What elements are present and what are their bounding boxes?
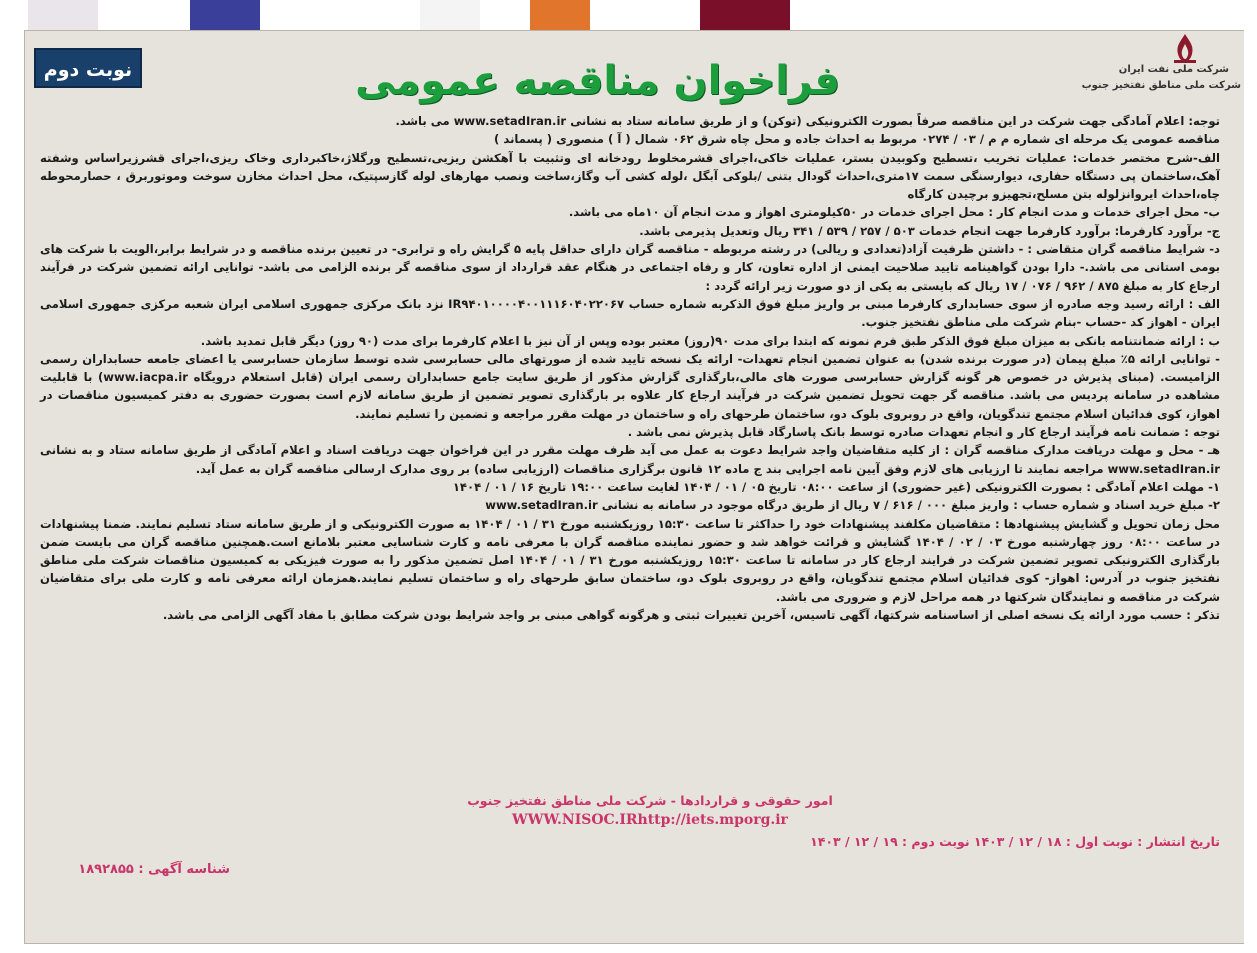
paragraph-tender-number: مناقصه عمومی یک مرحله ای شماره م م / ۰۳ / ۰۲۷۴ مربوط به احداث جاده و محل چاه شرق ۰۶۲ شمال ( آ ) منصوری ( پسماند ) — [494, 132, 1220, 147]
top-color-band — [0, 0, 1257, 32]
page-title: فراخوان مناقصه عمومی — [355, 58, 840, 104]
paragraph-submission: محل زمان تحویل و گشایش پیشنهادها : متقاضیان مکلفند پیشنهادات خود را حداکثر تا ساعت ۱۵:۳۰ روزیکشنبه مورخ ۳۱ / ۰۱ / ۱۴۰۴ به صورت الکترونیکی و از طریق سامانه ستاد تسلیم نمایند. ضمنا پیشنهادات در ساعت ۰۸:۰۰ روز چهارشنبه مورخ ۰۳ / ۰۲ / ۱۴۰۴ گشایش و قرائت خواهد شد و حضور نماینده مناقصه گران با معرفی نامه و کارت شناسایی معتبر بلامانع است.همچنین مناقصه گران می بایست ضمن بارگذاری الکترونیکی تصویر تضمین شرکت در فرایند ارجاع کار در سامانه تا ساعت ۱۵:۳۰ روزیکشنبه مورخ ۳۱ / ۰۱ / ۱۴۰۴ اصل تضمین مذکور را به صورت فیزیکی به کمیسیون مناقصات شرکت ملی مناطق نفتخیز جنوب در آدرس: اهواز- کوی فدائیان اسلام مجتمع تندگویان، واقع در روبروی بلوک دو، ساختمان سابق طرحهای راه و ساختمان تسلیم نمایند.همزمان ارائه معرفی نامه و کارت ملی برای متقاضیان شرکت در مناقصه و نمایندگان شرکتها در همه مراحل لازم و ضروری می باشد. — [40, 516, 1221, 604]
nioc-flame-logo-icon — [1168, 32, 1202, 64]
color-swatch-1 — [28, 0, 98, 30]
round-badge: نوبت دوم — [34, 48, 142, 88]
color-swatch-2 — [190, 0, 260, 30]
paragraph-notice: توجه: اعلام آمادگی جهت شرکت در این مناقصه صرفاً بصورت الکترونیکی (توکن) و از طریق سامانه ستاد به نشانی www.setadIran.ir می باشد. — [395, 114, 1220, 128]
paragraph-performance-bond: - توانایی ارائه ۵٪ مبلغ پیمان (در صورت برنده شدن) به عنوان تضمین انجام تعهدات- ارائه یک نسخه تایید شده از صورتهای مالی حسابرسی شده توسط سازمان حسابرسی یا اعضای جامعه حسابداران رسمی الزامیست. (مبنای پذیرش در خصوص هر گونه گزارش حسابرسی صورت های مالی،بارگذاری گزارش مذکور از طریق سایت جامع حسابداران رسمی ایران (قابل استعلام درویگاه www.iacpa.ir) با قابلیت مشاهده در سامانه پردیس می باشد. مناقصه گر جهت تحویل تضمین شرکت در فرآیند ارجاع کار علاوه بر بارگذاری تصویر تضمین از طریق سامانه لازم است بصورت حضوری به دفتر کمیسیون مناقصات در اهواز، کوی فدائیان اسلام مجتمع تندگویان، واقع در روبروی بلوک دو، ساختمان طرحهای راه و ساختمان در مهلت مقرر مراجعه و تضمین را تسلیم نمایند. — [40, 351, 1220, 421]
paragraph-documents: هـ - محل و مهلت دریافت مدارک مناقصه گران : از کلیه متقاضیان واجد شرایط دعوت به عمل می آید ظرف مهلت مقرر در این فراخوان جهت دریافت اسناد و اعلام آمادگی از طریق سامانه ستاد و به نشانی www.setadIran.ir مراجعه نمایند تا ارزیابی های لازم وفق آیین نامه اجرایی بند ج ماده ۱۲ قانون برگزاری مناقصات (ارزیابی ساده) بر روی مدارک ارسالی مناقصه گران به عمل آید. — [40, 443, 1220, 476]
paragraph-service-description: الف-شرح مختصر خدمات: عملیات تخریب ،تسطیح وکوبیدن بستر، عملیات خاکی،اجرای قشرمخلوط رودخانه ای وتثبیت با آهکشن ریزیی،تسطیح ورگلاژ،خاکبرداری وخاک ریزی،اجرای قشرزیراساس وشفته آهک،ساختمان پی دستگاه حفاری، دیوارسنگی سمت ۱۷متری،احداث گودال بتنی /بلوکی آبگل ،لوله کشی آب وگاز،ساخت ونصب مهارهای لوله گازسپتیک، محل احداث مخازن سوخت وموتوربرق ، حصارمحوطه چاه،احداث ایروانزلوله بتن مسلح،تجهیزو برچیدن کارگاه — [40, 150, 1220, 202]
paragraph-document-fee: ۲- مبلغ خرید اسناد و شماره حساب : واریز مبلغ ۰۰۰ / ۶۱۶ / ۷ ریال از طریق درگاه موجود در سامانه به نشانی www.setadIran.ir — [485, 498, 1220, 513]
publication-dates: تاریخ انتشار : نوبت اول : ۱۸ / ۱۲ / ۱۴۰۳ نوبت دوم : ۱۹ / ۱۲ / ۱۴۰۳ — [810, 834, 1220, 849]
paragraph-estimate: ج- برآورد کارفرما: برآورد کارفرما جهت انجام خدمات ۵۰۳ / ۲۵۷ / ۵۳۹ / ۳۴۱ ریال وتعدیل پذیرمی باشد. — [639, 223, 1220, 238]
paragraph-reminder: تذکر : حسب مورد ارائه یک نسخه اصلی از اساسنامه شرکتها، آگهی تاسیس، آخرین تغییرات ثبتی و هرگونه گواهی مبنی بر واجد شرایط بودن شرکت مطابق با مفاد آگهی الزامی می باشد. — [162, 608, 1220, 623]
right-margin — [1244, 30, 1257, 953]
paragraph-deposit: الف : ارائه رسید وجه صادره از سوی حسابداری کارفرما مبنی بر واریز مبلغ فوق الذکربه شماره حساب IR۹۴۰۱۰۰۰۰۴۰۰۱۱۱۶۰۴۰۲۲۰۶۷ نزد بانک مرکزی جمهوری اسلامی ایران شعبه مرکزی جمهوری اسلامی ایران - اهواز کد -حساب -بنام شرکت ملی مناطق نفتخیز جنوب. — [40, 296, 1220, 330]
ad-identifier: شناسه آگهی : ۱۸۹۲۸۵۵ — [78, 862, 230, 877]
company-name-line2: شرکت ملی مناطق نفتخیز جنوب — [1081, 80, 1241, 91]
color-swatch-5 — [700, 0, 790, 30]
paragraph-deadline: ۱- مهلت اعلام آمادگی : بصورت الکترونیکی (غیر حضوری) از ساعت ۰۸:۰۰ تاریخ ۰۵ / ۰۱ / ۱۴۰۴ لغایت ساعت ۱۹:۰۰ تاریخ ۱۶ / ۰۱ / ۱۴۰۴ — [452, 479, 1220, 494]
company-name-line1: شرکت ملی نفت ایران — [1118, 64, 1229, 75]
paragraph-guarantee-note: توجه : ضمانت نامه فرآیند ارجاع کار و انجام تعهدات صادره توسط بانک پاسارگاد قابل پذیرش نمی باشد . — [627, 425, 1220, 440]
paragraph-bank-guarantee: ب : ارائه ضمانتنامه بانکی به میزان مبلغ فوق الذکر طبق فرم نمونه که ابتدا برای مدت ۹۰(روز) معتبر بوده وپس از آن نیز با اعلام کارفرما برای مدت (۹۰ روز) دیگر قابل تمدید باشد. — [200, 333, 1220, 348]
left-margin — [0, 30, 24, 953]
paragraph-conditions: د- شرایط مناقصه گران متقاضی : - داشتن ظرفیت آزاد(تعدادی و ریالی) در رشته مربوطه - مناقصه گران دارای حداقل پایه ۵ گرایش راه و ترابری- در تعیین برنده مناقصه و در شرایط برابر،الویت با شرکت های بومی استانی می باشد.- دارا بودن گواهینامه تایید صلاحیت ایمنی از اداره تعاون، کار و رفاه اجتماعی در هنگام عقد قرارداد از سوی مناقصه گر برنده الزامی می باشد- توانایی ارائه تضمین شرکت در فرآیند ارجاع کار به مبلغ ۸۷۵ / ۹۶۲ / ۰۷۶ / ۱۷ ریال که بایستی به یکی از دو صورت زیر ارائه گردد : — [40, 242, 1220, 293]
paragraph-location-duration: ب- محل اجرای خدمات و مدت انجام کار : محل اجرای خدمات در ۵۰کیلومتری اهواز و مدت انجام آن ۱۰ماه می باشد. — [568, 205, 1220, 220]
color-swatch-3 — [420, 0, 480, 30]
footer-department: امور حقوقی و قراردادها - شرکت ملی مناطق نفتخیز جنوب — [467, 793, 833, 808]
color-swatch-4 — [530, 0, 590, 30]
footer-websites: WWW.NISOC.IRhttp://iets.mporg.ir — [512, 812, 788, 828]
tender-text-body — [40, 112, 1220, 624]
